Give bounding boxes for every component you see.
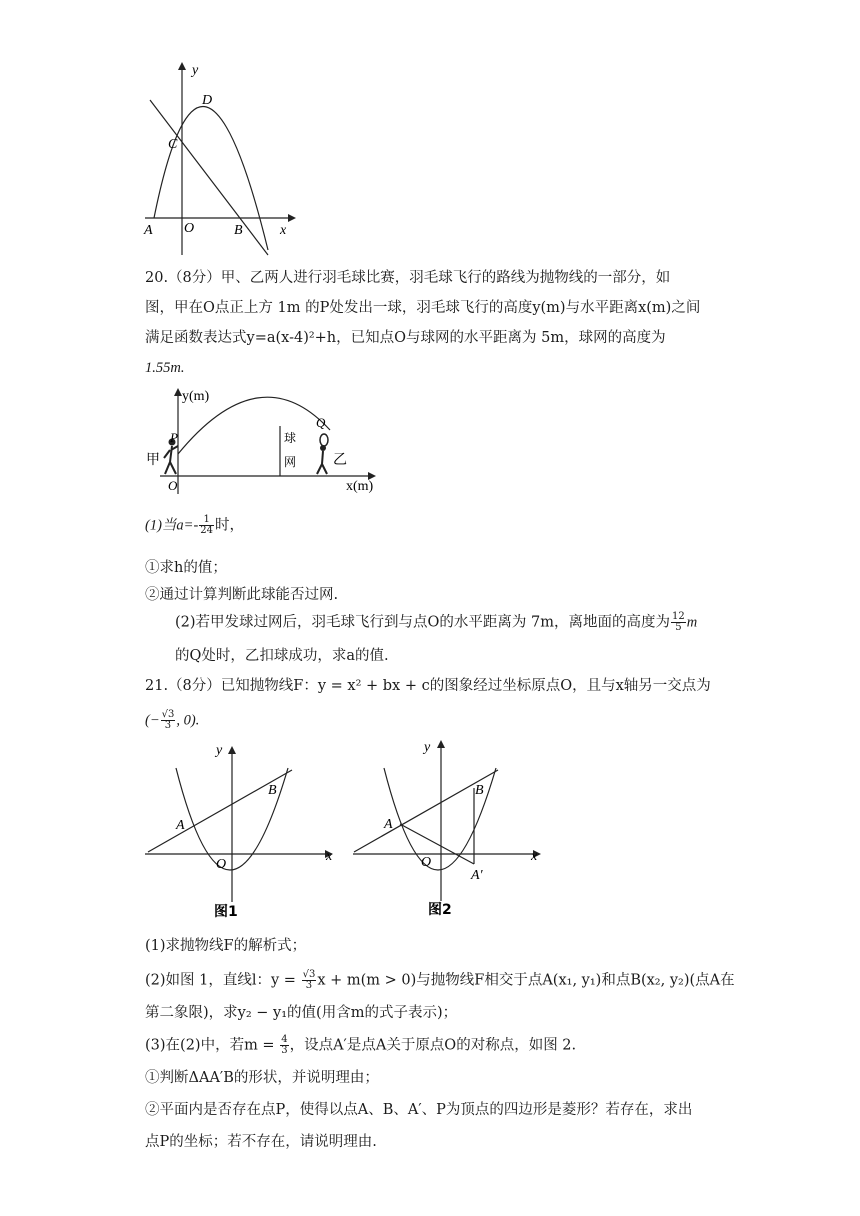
q20-part2 (175, 612, 697, 633)
q20-part2-denominator: 5 (675, 622, 682, 633)
q21-part3-numerator: 4 (281, 1034, 288, 1045)
q20-part2-text-b: m (686, 614, 698, 631)
q20-part1-fraction (199, 515, 214, 536)
fig2-a-label: A (384, 817, 393, 832)
q20-y-axis-label: y(m) (182, 389, 210, 404)
fig2-y-label: y (424, 740, 431, 755)
q21-stem-text-a: (− (145, 712, 160, 729)
q20-p-label: P (170, 430, 178, 445)
q21-part1: (1)求抛物线F的解析式； (145, 938, 307, 954)
q20-yi-label: 乙 (333, 453, 347, 468)
fig1-o-label: O (216, 857, 227, 872)
q20-o-label: O (168, 478, 178, 493)
q21-part2-numerator: √3 (302, 969, 316, 980)
q20-part2-text-a: (2)若甲发球过网后，羽毛球飞行到与点O的水平距离为 7m，离地面的高度为 (175, 614, 671, 631)
fig2-caption: 图2 (428, 902, 452, 918)
q21-part2-denominator: 3 (305, 980, 313, 991)
q21-part2-text-a: (2)如图 1，直线l：y = (145, 972, 301, 989)
q20-stem-line2: 图，甲在O点正上方 1m 的P处发出一球，羽毛球飞行的高度y(m)与水平距离x(m)之间 (145, 300, 701, 316)
fig1-a-label: A (176, 818, 185, 833)
q21-part3-text-b: ，设点A′是点A关于原点O的对称点，如图 2. (289, 1037, 577, 1054)
fig2-b-label: B (475, 783, 484, 798)
fig19-a-label: A (144, 223, 153, 238)
q20-net-label-2: 网 (284, 455, 297, 469)
q21-part2-line2: 第二象限)，求y₂ − y₁的值(用含m的式子表示)； (145, 1005, 458, 1021)
fig1-b-label: B (268, 783, 277, 798)
q21-part3-denominator: 3 (281, 1045, 288, 1056)
q21-part3-fraction (280, 1035, 288, 1056)
q21-stem-line2 (145, 710, 199, 731)
q20-net-label-1: 球 (284, 431, 297, 445)
q20-part2-fraction (671, 612, 686, 633)
q21-figure-2 (348, 736, 548, 921)
q20-part1-numerator: 1 (199, 515, 214, 526)
q21-part3 (145, 1035, 576, 1056)
q21-stem-line1: 21.（8分）已知抛物线F：y = x² + bx + c的图象经过坐标原点O，且与x轴另一交点为 (145, 678, 711, 694)
q21-part2-text-b: x + m(m > 0)与抛物线F相交于点A(x₁, y₁)和点B(x₂, y₂)(点A在 (317, 972, 735, 989)
q21-part3-ii-line2: 点P的坐标；若不存在，请说明理由. (145, 1134, 377, 1150)
q20-q-label: Q (316, 415, 326, 430)
q20-part1-ii: ②通过计算判断此球能否过网. (145, 587, 339, 603)
q20-stem-line1: 20.（8分）甲、乙两人进行羽毛球比赛，羽毛球飞行的路线为抛物线的一部分，如 (145, 270, 671, 286)
q21-part2-fraction (302, 970, 317, 991)
q20-x-axis-label: x(m) (346, 479, 374, 494)
q20-badminton-diagram (140, 384, 385, 496)
fig2-a-prime-label: A′ (471, 868, 483, 883)
q20-part1-i: ①求h的值； (145, 560, 227, 576)
fig1-y-label: y (216, 743, 223, 758)
fig1-x-label: x (326, 849, 333, 864)
q20-part1-text-a: (1)当a=- (145, 517, 199, 534)
fig19-o-label: O (184, 221, 195, 236)
fig19-x-label: x (280, 223, 287, 238)
fig19-y-label: y (192, 63, 199, 78)
q21-part3-text-a: (3)在(2)中，若m = (145, 1037, 280, 1054)
q20-part2-line2: 的Q处时，乙扣球成功，求a的值. (175, 648, 389, 664)
fig1-caption: 图1 (214, 904, 238, 920)
q21-stem-numerator: √3 (161, 709, 175, 720)
fig19-diagram (140, 60, 300, 260)
fig19-d-label: D (202, 93, 213, 108)
q20-part1 (145, 515, 244, 536)
q21-stem-text-b: , 0). (176, 712, 200, 729)
q20-part2-numerator: 12 (672, 611, 685, 622)
fig19-b-label: B (234, 223, 243, 238)
q20-stem-line4: 1.55m. (145, 360, 185, 376)
q21-part3-ii: ②平面内是否存在点P，使得以点A、B、A′、P为顶点的四边形是菱形？若存在，求出 (145, 1102, 693, 1118)
q21-part3-i: ①判断ΔAA′B的形状，并说明理由； (145, 1070, 379, 1086)
fig2-x-label: x (531, 849, 538, 864)
q20-stem-line3: 满足函数表达式y=a(x-4)²+h，已知点O与球网的水平距离为 5m，球网的高度为 (145, 330, 666, 346)
fig2-o-label: O (421, 855, 432, 870)
q20-part1-text-b: 时， (215, 517, 245, 534)
fig19-c-label: C (168, 137, 178, 152)
q21-figure-1 (140, 742, 340, 922)
q20-jia-label: 甲 (146, 453, 160, 468)
q21-stem-denominator: 3 (164, 720, 172, 731)
q21-part2 (145, 970, 735, 991)
q21-stem-fraction (161, 710, 176, 731)
q20-part1-denominator: 24 (200, 525, 214, 536)
